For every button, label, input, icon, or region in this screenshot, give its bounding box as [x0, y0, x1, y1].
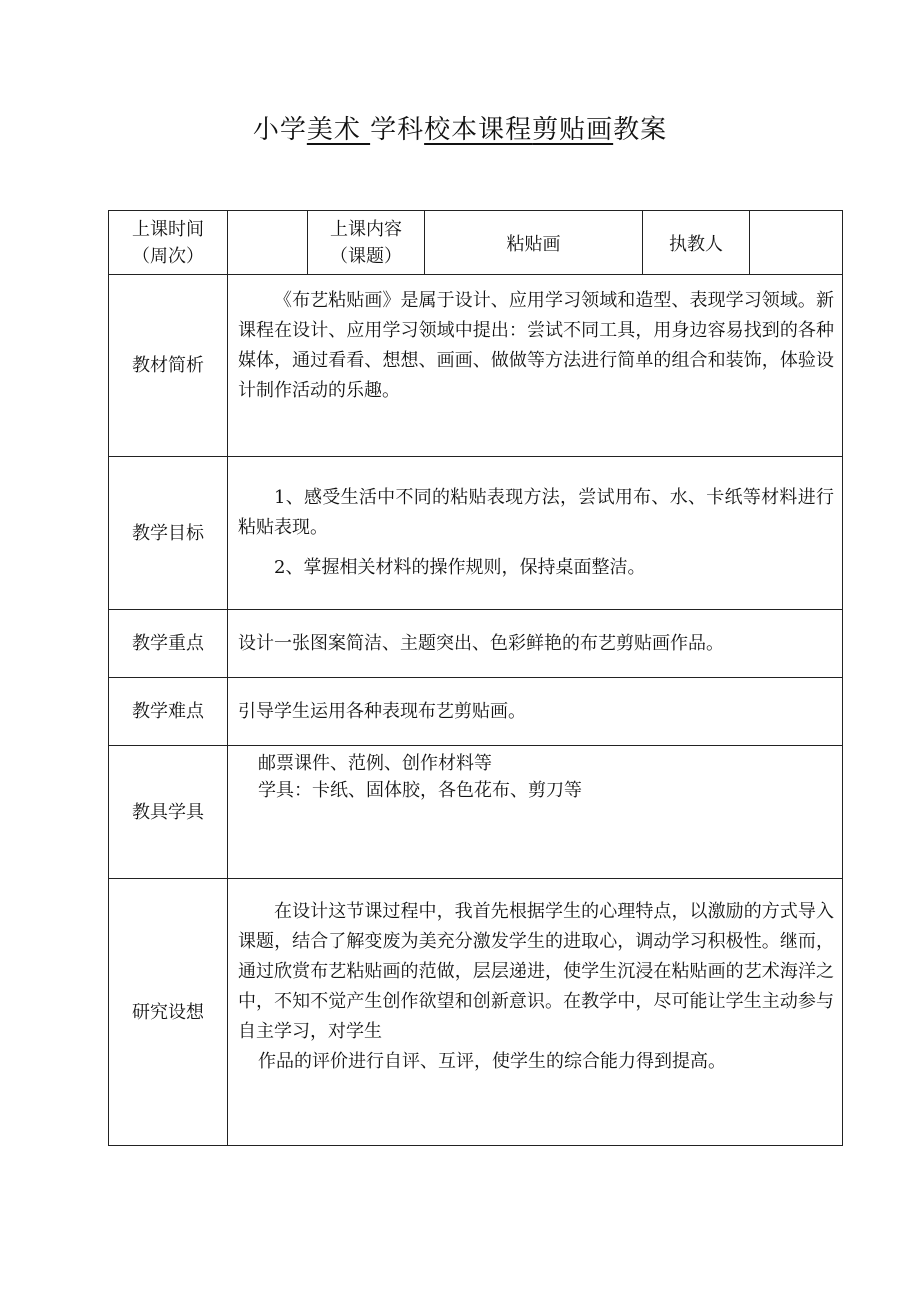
teacher-value-cell	[750, 211, 843, 275]
lesson-plan-table	[108, 210, 843, 1146]
material-analysis-row	[109, 275, 843, 457]
title-course-type: 校本课程	[424, 115, 533, 145]
title-suffix: 教案	[613, 115, 668, 145]
time-label-cell	[109, 211, 228, 275]
tools-row	[109, 746, 843, 879]
tools-label: 教具学具	[109, 746, 228, 879]
time-label-line1: 上课时间	[132, 218, 204, 240]
teaching-goal-2: 2、掌握相关材料的操作规则，保持桌面整洁。	[274, 557, 646, 578]
title-prefix: 小学	[252, 115, 307, 145]
teaching-goals-row	[109, 457, 843, 610]
teaching-goal-1: 1、感受生活中不同的粘贴表现方法，尝试用布、水、卡纸等材料进行粘贴表现。	[238, 487, 834, 538]
research-text-last: 作品的评价进行自评、互评，使学生的综合能力得到提高。	[258, 1051, 726, 1072]
page-title	[0, 110, 920, 150]
research-row	[109, 879, 843, 1146]
content-label-cell	[308, 211, 425, 275]
content-value-cell: 粘贴画	[425, 211, 643, 275]
content-label-line1: 上课内容	[330, 218, 402, 240]
time-label-line2: （周次）	[132, 245, 204, 267]
header-row	[109, 211, 843, 275]
teaching-goals-label: 教学目标	[109, 457, 228, 610]
key-points-text: 设计一张图案简洁、主题突出、色彩鲜艳的布艺剪贴画作品。	[228, 610, 843, 678]
teacher-label-cell: 执教人	[643, 211, 750, 275]
tools-line-2: 学具：卡纸、固体胶，各色花布、剪刀等	[258, 780, 582, 801]
material-analysis-label: 教材简析	[109, 275, 228, 457]
difficult-points-label: 教学难点	[109, 678, 228, 746]
tools-line-1: 邮票课件、范例、创作材料等	[258, 753, 492, 774]
time-value-cell	[228, 211, 308, 275]
title-subject-suffix: 学科	[370, 115, 425, 145]
research-label: 研究设想	[109, 879, 228, 1146]
difficult-points-row	[109, 678, 843, 746]
tools-cell	[228, 746, 843, 879]
title-subject: 美术	[306, 115, 371, 145]
research-cell	[228, 879, 843, 1146]
key-points-label: 教学重点	[109, 610, 228, 678]
material-analysis-text: 《布艺粘贴画》是属于设计、应用学习领域和造型、表现学习领域。新课程在设计、应用学习领域中提出：尝试不同工具，用身边容易找到的各种媒体，通过看看、想想、画画、做做等方法进行简单的组合和装饰，体验设计制作活动的乐趣。	[228, 275, 843, 457]
key-points-row	[109, 610, 843, 678]
difficult-points-text: 引导学生运用各种表现布艺剪贴画。	[228, 678, 843, 746]
content-label-line2: （课题）	[330, 245, 402, 267]
research-text: 在设计这节课过程中，我首先根据学生的心理特点，以激励的方式导入课题，结合了解变废为美充分激发学生的进取心，调动学习积极性。继而，通过欣赏布艺粘贴画的范做，层层递进，使学生沉浸在粘贴画的艺术海洋之中，不知不觉产生创作欲望和创新意识。在教学中，尽可能让学生主动参与自主学习，对学生	[238, 901, 834, 1042]
teaching-goals-cell	[228, 457, 843, 610]
title-topic: 剪贴画	[532, 115, 614, 145]
